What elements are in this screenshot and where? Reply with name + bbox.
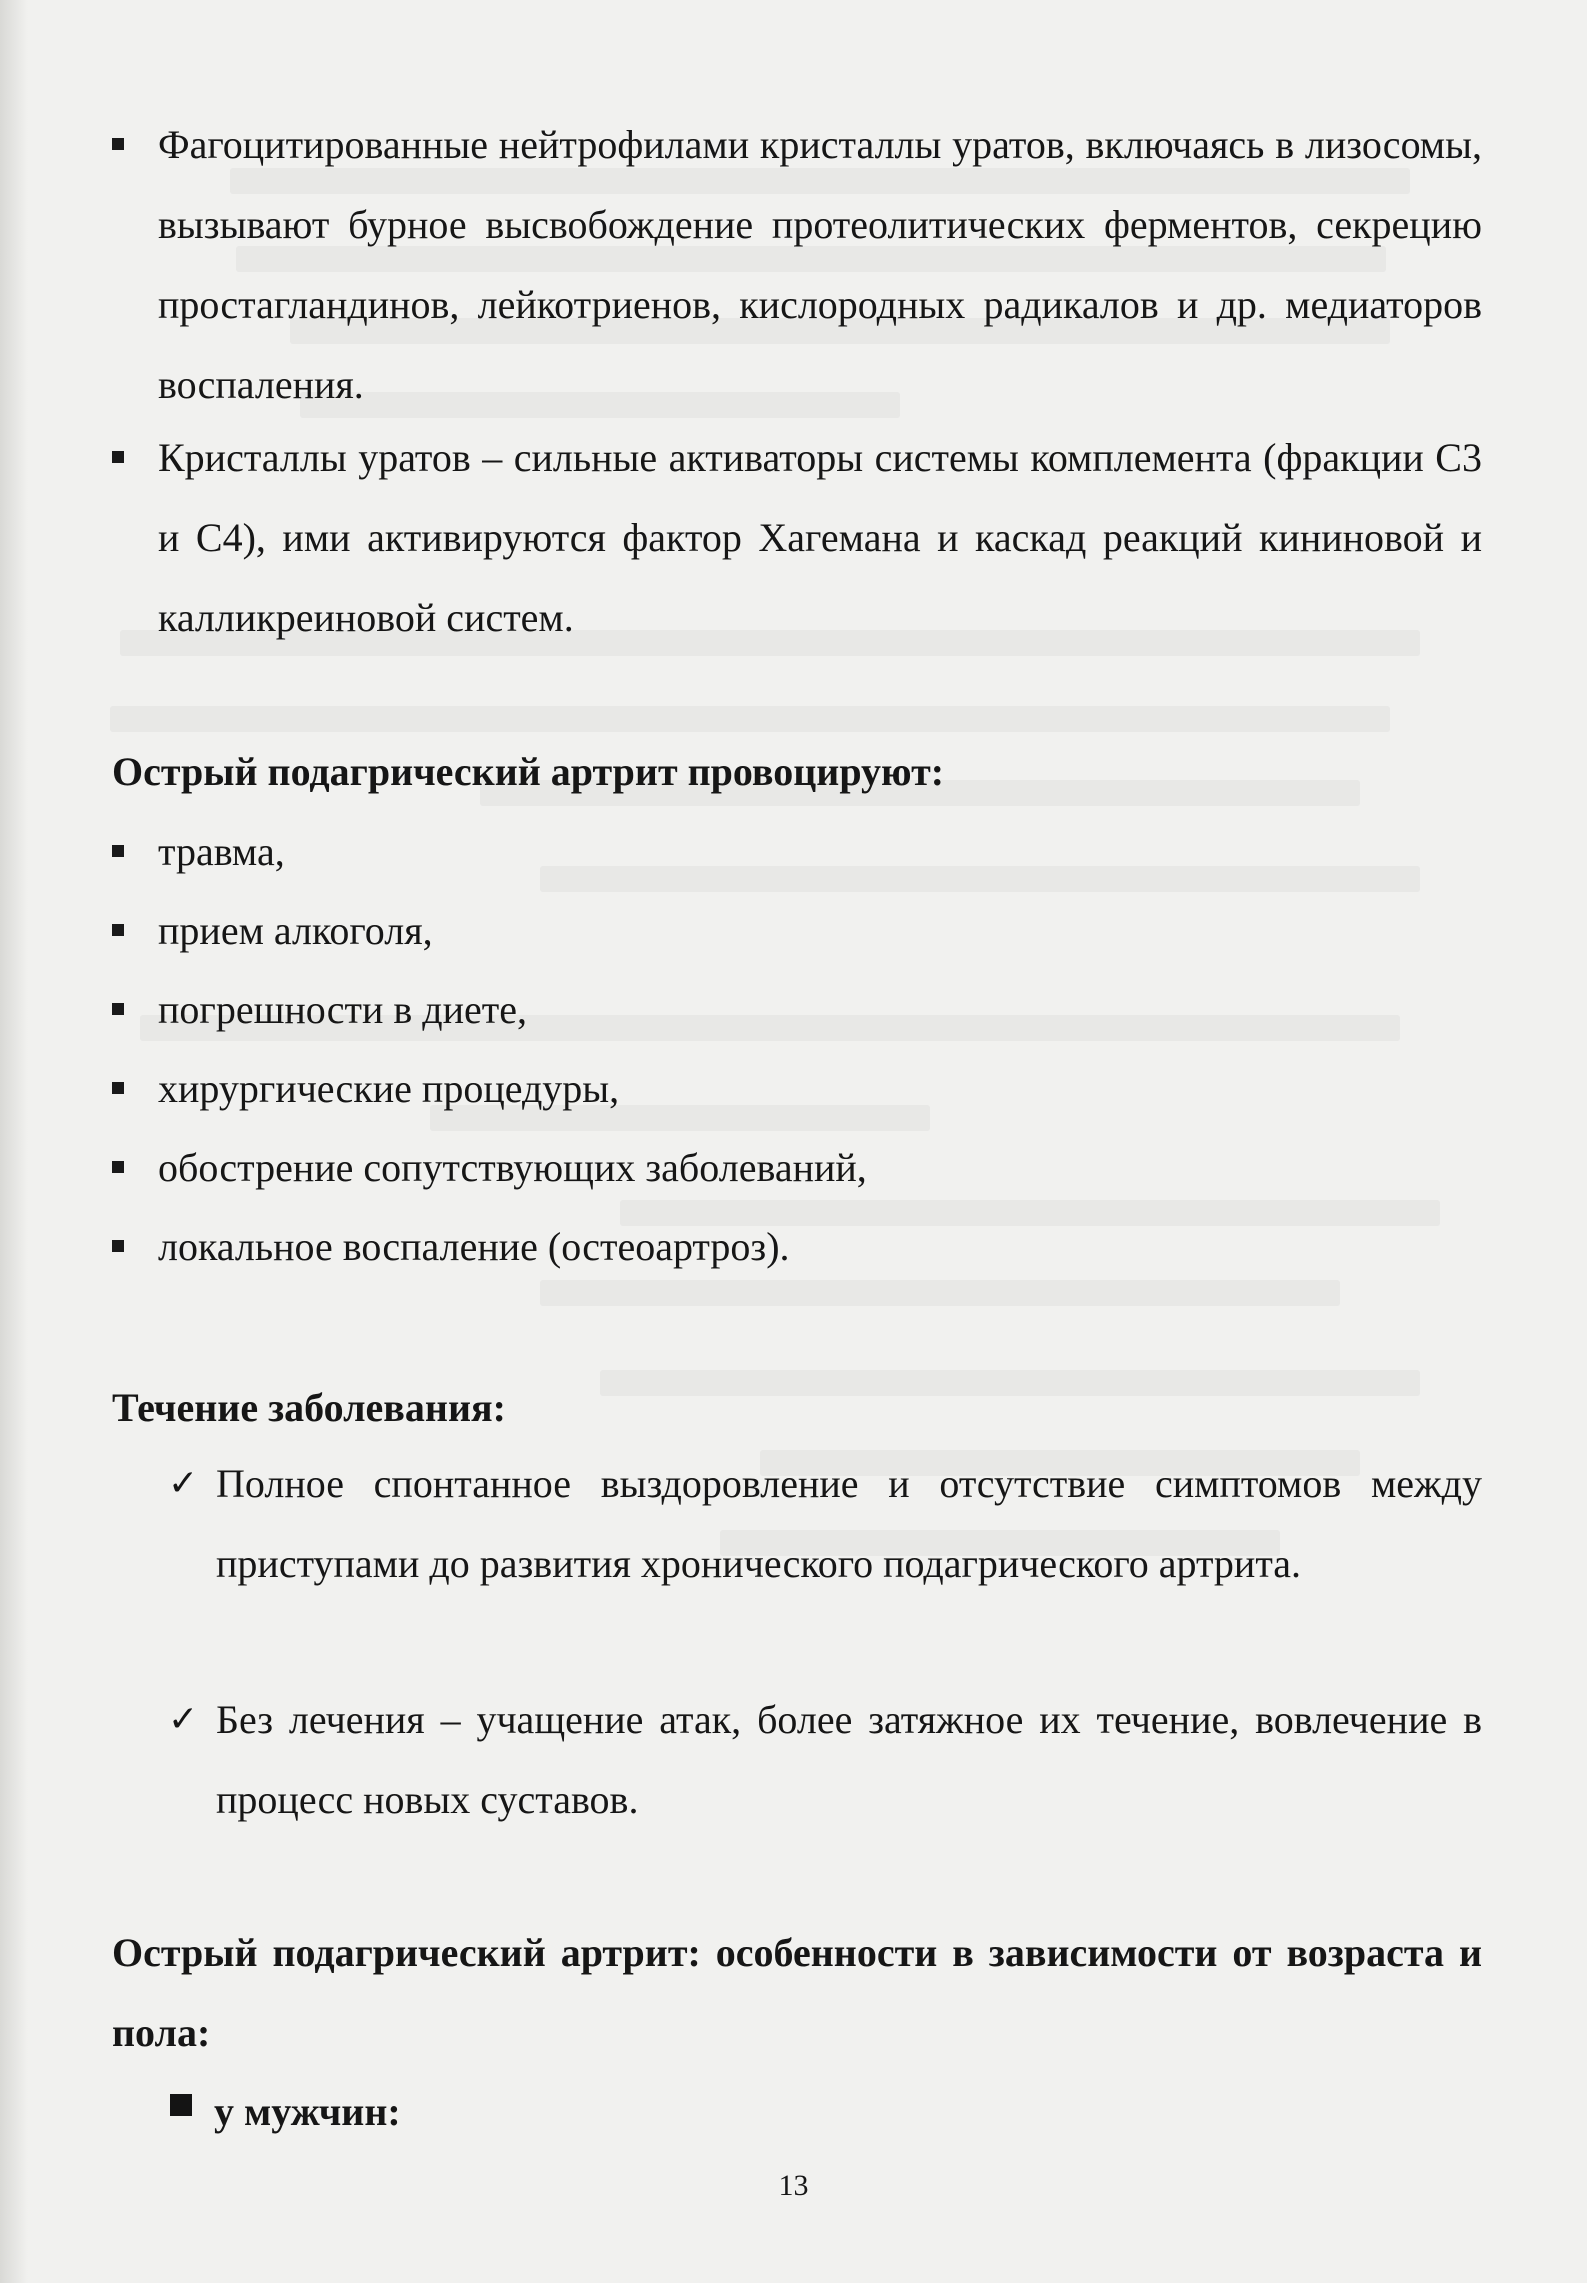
bullet-square-icon [112, 1003, 124, 1015]
subheading-text: у мужчин: [214, 2089, 401, 2134]
bullet-square-icon [112, 845, 124, 857]
bullet-square-icon [112, 451, 124, 463]
section-heading-course: Течение заболевания: [112, 1385, 506, 1430]
checkmark-icon: ✓ [168, 1699, 199, 1740]
bullet-square-icon [112, 924, 124, 936]
provoke-item-text: травма, [158, 829, 285, 874]
provoke-item-text: прием алкоголя, [158, 908, 433, 953]
provoke-item-text: хирургические процедуры, [158, 1066, 620, 1111]
course-item-text: Без лечения – учащение атак, более затяжное их течение, вовлечение в процесс новых суставов. [216, 1697, 1482, 1822]
bullet-square-icon [112, 1240, 124, 1252]
bullet-square-icon [112, 1082, 124, 1094]
bullet-square-icon [112, 1161, 124, 1173]
section-heading-provoke: Острый подагрический артрит провоцируют: [112, 749, 945, 794]
checkmark-icon: ✓ [168, 1463, 199, 1504]
bullet-square-icon [112, 138, 124, 150]
intro-bullet-text: Кристаллы уратов – сильные активаторы системы комплемента (фракции С3 и С4), ими активируются фактор Хагемана и каскад реакций кининовой и калликреиновой систем. [158, 435, 1482, 640]
provoke-item-text: погрешности в диете, [158, 987, 528, 1032]
provoke-item-text: локальное воспаление (остеоартроз). [158, 1224, 790, 1269]
course-item-text: Полное спонтанное выздоровление и отсутствие симптомов между приступами до развития хронического подагрического артрита. [216, 1461, 1482, 1586]
section-heading-features: Острый подагрический артрит: особенности в зависимости от возраста и пола: [112, 1930, 1482, 2055]
provoke-item-text: обострение сопутствующих заболеваний, [158, 1145, 867, 1190]
bullet-square-icon [170, 2094, 192, 2116]
intro-bullet-text: Фагоцитированные нейтрофилами кристаллы уратов, включаясь в лизосомы, вызывают бурное высвобождение протеолитических ферментов, секрецию простагландинов, лейкотриенов, кислородных радикалов и др. медиаторов воспаления. [158, 122, 1482, 407]
page-number: 13 [778, 2169, 809, 2202]
